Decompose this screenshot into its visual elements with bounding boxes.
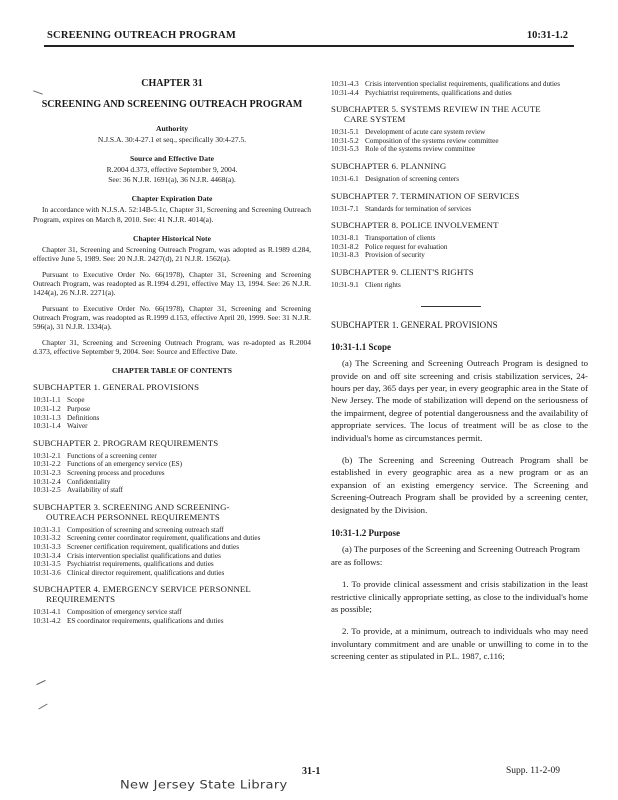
toc-item-title: Provision of security [365, 251, 425, 260]
toc-item [33, 396, 311, 405]
toc-item [331, 145, 588, 154]
toc-item-title: Development of acute care system review [365, 128, 486, 137]
toc-item-number: 10:31-3.2 [33, 534, 61, 543]
toc-item-title: Psychiatrist requirements, qualifications and duties [67, 560, 214, 569]
source-heading: Source and Effective Date [129, 154, 214, 164]
toc-item-number: 10:31-4.2 [33, 616, 61, 625]
left-column [33, 78, 311, 626]
toc-item [33, 560, 311, 569]
running-header-section: 10:31-1.2 [526, 30, 568, 41]
toc-subchapter-title [33, 584, 311, 604]
toc-item [33, 422, 311, 431]
toc-item-number: 10:31-9.1 [331, 280, 359, 289]
toc-item-number: 10:31-2.1 [33, 451, 61, 460]
authority-text: N.J.S.A. 30:4-27.1 et seq., specifically 30:4-27.5. [97, 134, 247, 144]
source-line-2: See: 36 N.J.R. 1691(a), 36 N.J.R. 4468(a). [108, 174, 236, 184]
toc-item [331, 89, 588, 98]
toc-item [33, 617, 311, 626]
header-rule [44, 45, 574, 47]
toc-item [33, 552, 311, 561]
toc-item-number: 10:31-3.6 [33, 568, 61, 577]
toc-item-title: Clinical director requirement, qualifications and duties [67, 568, 225, 577]
toc-item-number: 10:31-4.4 [331, 88, 359, 97]
toc-subchapter-title [331, 220, 588, 230]
toc-item-number: 10:31-1.1 [33, 396, 61, 405]
toc-item-title: Client rights [365, 280, 401, 289]
toc-item-number: 10:31-3.1 [33, 525, 61, 534]
toc-item [33, 486, 311, 495]
purpose-item-2: 2. To provide, at a minimum, outreach to individuals who may need involuntary commitment and are unable or unwilling to come in to the screening center as stipulated in P.L. 1987, c.116; [331, 626, 588, 662]
toc-item-number: 10:31-1.2 [33, 405, 61, 414]
toc-item-title: Screening center coordinator requirement, qualifications and duties [67, 534, 261, 543]
toc-item-number: 10:31-1.3 [33, 413, 61, 422]
toc-item-number: 10:31-8.2 [331, 242, 359, 251]
toc-item [33, 608, 311, 617]
toc-item-title: Psychiatrist requirements, qualifications and duties [365, 88, 512, 97]
toc-item-number: 10:31-4.1 [33, 608, 61, 617]
toc-item [33, 543, 311, 552]
toc-item-title: Definitions [67, 413, 100, 422]
library-watermark: New Jersey State Library [120, 778, 288, 793]
scope-paragraph-b: (b) The Screening and Screening Outreach Program shall be established in every geographic area as a new program or as an expansion of an existing emergency service. The Screening and Screening-Outreach Program shall be provided by a screening center, designated by the Division. [331, 454, 588, 515]
toc-subchapter-title [331, 161, 588, 171]
toc-item-title: Purpose [67, 405, 91, 414]
right-column [331, 80, 588, 673]
toc-item [33, 414, 311, 423]
toc-item-title: Scope [67, 396, 85, 405]
toc-item-number: 10:31-7.1 [331, 204, 359, 213]
toc-item-number: 10:31-2.5 [33, 486, 61, 495]
toc-item-title: Crisis intervention specialist qualifications and duties [67, 551, 221, 560]
toc-item-title: Standards for termination of services [365, 204, 472, 213]
history-paragraph: Pursuant to Executive Order No. 66(1978), Chapter 31, Screening and Screening Outreach Program, was readopted as R.1994 d.291, effective May 13, 1994. See: 26 N.J.R. 1424(a), 26 N.J.R. 2271(a). [33, 269, 311, 298]
scope-paragraph-a: (a) The Screening and Screening Outreach Program is designed to provide on and off site screening and crisis stabilization services, 24-hours per day, 365 days per year, in every geographic area in the State of New Jersey. The mode of stabilization will depend on the seriousness of the impairment, degree of potential dangerousness and the availability of appropriate services. The locus of treatment will be as close to the individual's home as circumstances permit. [331, 358, 588, 443]
toc-item-title: ES coordinator requirements, qualifications and duties [67, 616, 224, 625]
toc-right-list [331, 104, 588, 289]
toc-subchapter-title-line: SUBCHAPTER 6. PLANNING [331, 160, 447, 171]
page-number: 31-1 [302, 766, 321, 777]
toc-item-title: Screening process and procedures [67, 469, 165, 477]
expiration-heading: Chapter Expiration Date [131, 193, 213, 203]
toc-item-number: 10:31-5.2 [331, 136, 359, 145]
toc-subchapter-title-line: SUBCHAPTER 5. SYSTEMS REVIEW IN THE ACUTE [331, 104, 541, 115]
toc-item-title: Availability of staff [67, 486, 124, 495]
toc-item-number: 10:31-6.1 [331, 174, 359, 183]
toc-subchapter-title [331, 104, 588, 124]
toc-item [33, 526, 311, 535]
scope-heading: 10:31-1.1 Scope [331, 341, 391, 352]
toc-item-number: 10:31-2.3 [33, 469, 61, 477]
authority-heading: Authority [155, 123, 189, 133]
toc-item-title: Functions of an emergency service (ES) [67, 460, 183, 469]
toc-item-number: 10:31-2.4 [33, 477, 61, 486]
history-paragraph: Chapter 31, Screening and Screening Outreach Program, was adopted as R.1989 d.284, effective June 5, 1989. See: 20 N.J.R. 2427(d), 21 N.J.R. 1562(a). [33, 245, 311, 264]
purpose-heading: 10:31-1.2 Purpose [331, 528, 400, 538]
toc-item [331, 243, 588, 252]
section-divider [421, 306, 481, 307]
toc-subchapter-title [33, 438, 311, 448]
toc-item [33, 460, 311, 469]
toc-item-number: 10:31-4.3 [331, 80, 359, 88]
toc-item [331, 80, 588, 89]
toc-item [33, 569, 311, 578]
toc-subchapter-title-line: SUBCHAPTER 9. CLIENT'S RIGHTS [331, 266, 474, 277]
toc-item-title: Waiver [67, 422, 88, 431]
toc-item [331, 137, 588, 146]
toc-item [33, 469, 311, 478]
toc-item-number: 10:31-8.3 [331, 251, 359, 260]
toc-subchapter-title-line: SUBCHAPTER 4. EMERGENCY SERVICE PERSONNEL [33, 584, 251, 595]
running-header-title: SCREENING OUTREACH PROGRAM [47, 30, 236, 41]
toc-item-number: 10:31-8.1 [331, 234, 359, 243]
margin-mark [38, 704, 47, 710]
toc-subchapter-title-continuation: OUTREACH PERSONNEL REQUIREMENTS [46, 511, 220, 522]
toc-item-title: Police request for evaluation [365, 242, 448, 251]
toc-continued-items [331, 80, 588, 97]
toc-item-number: 10:31-5.1 [331, 128, 359, 137]
toc-item-title: Crisis intervention specialist requirements, qualifications and duties [365, 80, 561, 88]
toc-item [331, 128, 588, 137]
toc-item [33, 534, 311, 543]
toc-subchapter-title-line: SUBCHAPTER 8. POLICE INVOLVEMENT [331, 220, 499, 231]
subchapter-heading: SUBCHAPTER 1. GENERAL PROVISIONS [331, 319, 498, 330]
toc-item-number: 10:31-5.3 [331, 145, 359, 154]
toc-item-number: 10:31-2.2 [33, 460, 61, 469]
toc-subchapter-title-line: SUBCHAPTER 3. SCREENING AND SCREENING- [33, 501, 230, 512]
toc-item [33, 478, 311, 487]
toc-item-title: Designation of screening centers [365, 174, 460, 183]
toc-item-number: 10:31-3.5 [33, 560, 61, 569]
chapter-number: CHAPTER 31 [141, 78, 203, 89]
source-line-1: R.2004 d.373, effective September 9, 2004. [106, 165, 238, 175]
toc-item-title: Composition of the systems review committee [365, 136, 499, 145]
purpose-paragraph-a: (a) The purposes of the Screening and Screening Outreach Program are as follows: [331, 544, 581, 567]
toc-item-title: Composition of screening and screening outreach staff [67, 525, 224, 534]
toc-subchapter-title-continuation: REQUIREMENTS [46, 594, 116, 605]
toc-item-title: Confidentiality [67, 477, 111, 486]
expiration-text: In accordance with N.J.S.A. 52:14B-5.1c, Chapter 31, Screening and Screening Outreach Program, expires on March 8, 2010. See: 41 N.J.R. 4014(a). [33, 205, 311, 224]
toc-subchapter-title [33, 502, 311, 522]
toc-item [331, 251, 588, 260]
toc-subchapter-title-line: SUBCHAPTER 1. GENERAL PROVISIONS [33, 382, 200, 393]
toc-item [331, 234, 588, 243]
toc-heading: CHAPTER TABLE OF CONTENTS [112, 366, 232, 376]
purpose-item-1: 1. To provide clinical assessment and crisis stabilization in the least restrictive clinically appropriate setting, as close to the individual's home as possible; [331, 579, 588, 614]
toc-subchapter-title-line: SUBCHAPTER 7. TERMINATION OF SERVICES [331, 190, 520, 201]
toc-item-number: 10:31-1.4 [33, 422, 61, 431]
toc-subchapter-title [331, 267, 588, 277]
toc-item-number: 10:31-3.3 [33, 542, 61, 551]
toc-item-number: 10:31-3.4 [33, 551, 61, 560]
toc-item-title: Functions of a screening center [67, 451, 157, 460]
toc-item-title: Screener certification requirement, qualifications and duties [67, 542, 240, 551]
history-heading: Chapter Historical Note [133, 233, 211, 243]
supplement-date: Supp. 11-2-09 [505, 766, 560, 776]
chapter-title: SCREENING AND SCREENING OUTREACH PROGRAM [41, 99, 303, 110]
toc-subchapter-title [331, 191, 588, 201]
toc-item [33, 405, 311, 414]
toc-subchapter-title-continuation: CARE SYSTEM [344, 114, 406, 125]
toc-item [331, 281, 588, 290]
toc-item [331, 205, 588, 214]
history-paragraph: Chapter 31, Screening and Screening Outreach Program, was re-adopted as R.2004 d.373, effective September 9, 2004. See: Source and Effective Date. [33, 337, 311, 356]
toc-item-title: Role of the systems review committee [365, 145, 475, 154]
margin-mark [36, 680, 45, 685]
toc-subchapter-title [33, 382, 311, 392]
toc-item [33, 452, 311, 461]
toc-item-title: Composition of emergency service staff [67, 608, 182, 617]
toc-subchapter-title-line: SUBCHAPTER 2. PROGRAM REQUIREMENTS [33, 437, 219, 448]
history-paragraph: Pursuant to Executive Order No. 66(1978), Chapter 31, Screening and Screening Outreach Program, was readopted as R.1999 d.153, effective April 20, 1999. See: 31 N.J.R. 596(a), 31 N.J.R. 1334(a). [33, 303, 311, 332]
toc-item [331, 175, 588, 184]
toc-left-list [33, 382, 311, 625]
toc-item-title: Transportation of clients [365, 234, 436, 243]
